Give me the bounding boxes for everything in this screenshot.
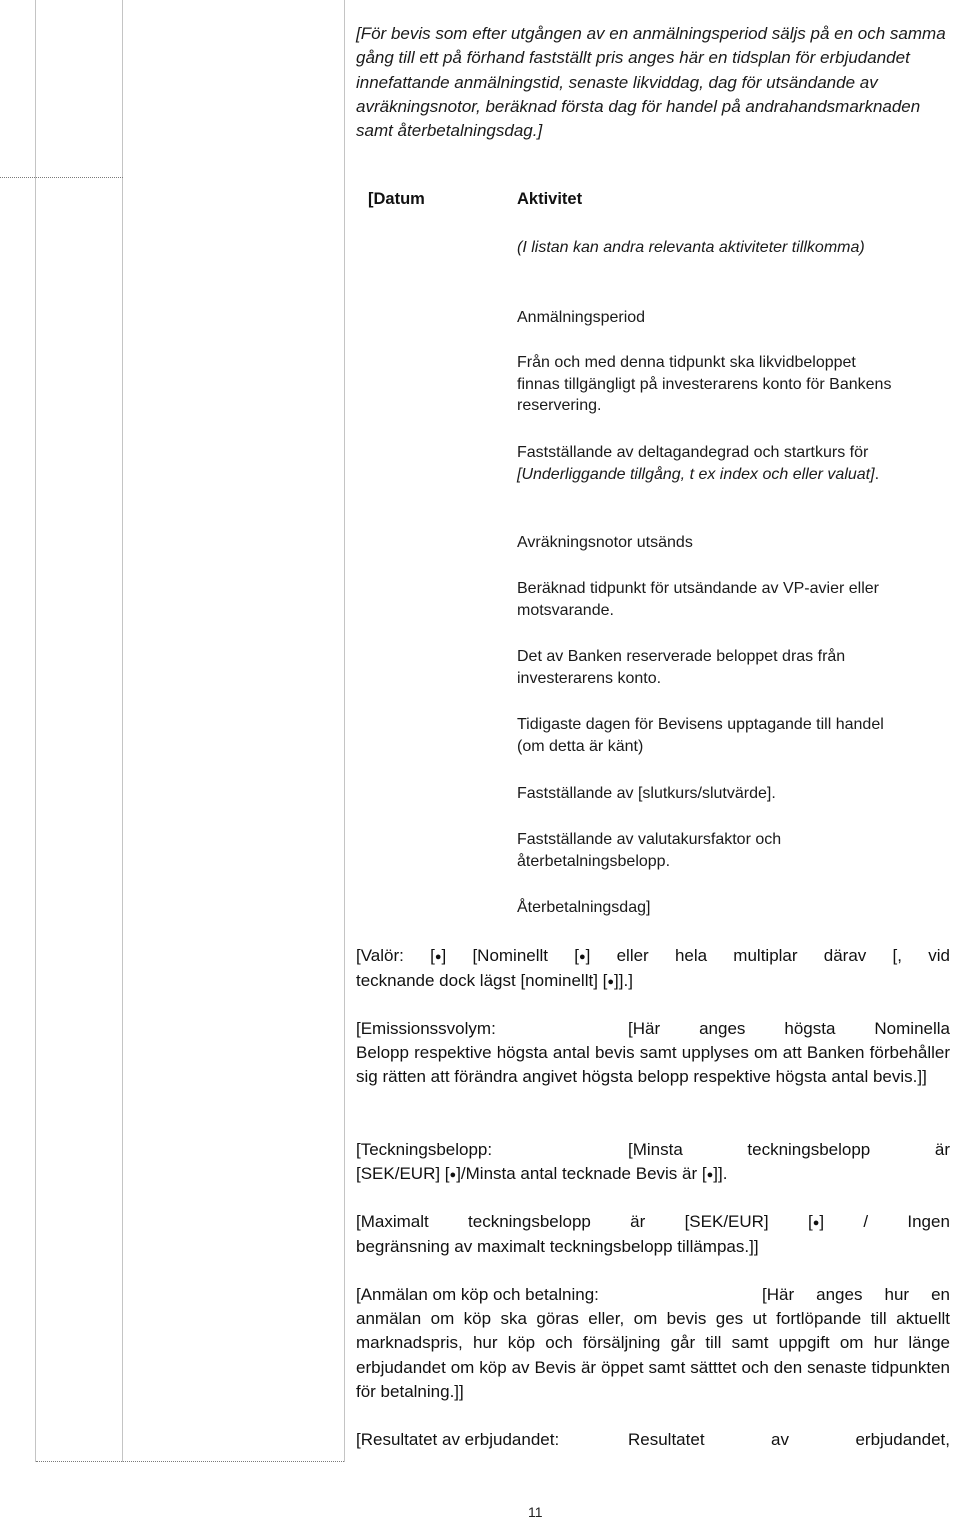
maximalt-line-1: [Maximalt teckningsbelopp är [SEK/EUR] [●] / Ingen (356, 1212, 950, 1231)
bullet-placeholder: ● (706, 1169, 714, 1182)
emission-section (356, 1017, 950, 1090)
date-column-header: [Datum (368, 190, 425, 208)
activity-item: Fastställande av [slutkurs/slutvärde]. (517, 785, 776, 802)
fixing-lead: Fastställande av deltagandegrad och startkurs för (517, 444, 869, 461)
anmalan-line-1: [Anmälan om köp och betalning: [Här anges hur en (356, 1283, 950, 1307)
maximalt-line-2: begränsning av maximalt teckningsbelopp tillämpas.]] (356, 1237, 759, 1257)
activity-item: Avräkningsnotor utsänds (517, 534, 693, 551)
frame-left-rule (35, 0, 36, 1462)
valor-section (356, 944, 950, 994)
intro-paragraph: [För bevis som efter utgången av en anmälningsperiod säljs på en och samma gång till ett på förhand fastställt pris anges här en tidsplan för erbjudandet innefattande anmälningstid, senaste likviddag, dag för utsändande av avräkningsnotor, beräknad första dag för handel på andrahandsmarknaden samt återbetalningsdag.] (356, 24, 946, 141)
activity-note: (I listan kan andra relevanta aktiviteter tillkomma) (517, 239, 865, 256)
activity-column-header: Aktivitet (517, 190, 583, 208)
resultat-label: [Resultatet av erbjudandet: (356, 1430, 560, 1449)
column-rule-2 (344, 0, 345, 1462)
activity-item: Anmälningsperiod (517, 309, 646, 326)
resultat-line-1: [Resultatet av erbjudandet: Resultatet av erbjudandet, (356, 1428, 950, 1452)
resultat-section (356, 1428, 950, 1452)
anmalan-section (356, 1283, 950, 1404)
teckning-section (356, 1138, 950, 1187)
bullet-placeholder: ● (607, 976, 615, 989)
bullet-placeholder: ● (449, 1169, 457, 1182)
emission-line-1: [Emissionssvolym: [Här anges högsta Nominella (356, 1017, 950, 1041)
activity-item-fixing (517, 442, 917, 485)
bullet-placeholder: ● (434, 951, 442, 963)
emission-body: Belopp respektive högsta antal bevis samt upplyses om att Banken förbehåller sig rätten att förändra angivet högsta belopp respektive högsta antal bevis.]] (356, 1043, 950, 1087)
column-rule-1 (122, 0, 123, 1462)
activity-item: Återbetalningsdag] (517, 899, 651, 916)
bullet-placeholder: ● (812, 1217, 820, 1229)
bullet-placeholder: ● (578, 951, 586, 963)
valor-line-1: [Valör: [●] [Nominellt [●] eller hela multiplar därav [, vid (356, 946, 950, 965)
emission-label: [Emissionssvolym: (356, 1019, 496, 1038)
activity-item: Beräknad tidpunkt för utsändande av VP-avier eller motsvarande. (517, 580, 879, 619)
activity-item: Det av Banken reserverade beloppet dras från investerarens konto. (517, 648, 846, 687)
teckning-label: [Teckningsbelopp: (356, 1140, 493, 1159)
activity-item: Tidigaste dagen för Bevisens upptagande till handel (om detta är känt) (517, 716, 884, 755)
page-number: 11 (528, 1504, 543, 1520)
teckning-line-1: [Teckningsbelopp: [Minsta teckningsbelopp är (356, 1138, 950, 1162)
maximalt-section (356, 1210, 950, 1259)
row-separator (0, 177, 123, 178)
teckning-line-2: [SEK/EUR] [●]/Minsta antal tecknade Bevis är [●]]. (356, 1164, 728, 1184)
anmalan-body: anmälan om köp ska göras eller, om bevis ges ut fortlöpande till aktuellt marknadspris, hur köp och försäljning går till samt uppgift om hur länge erbjudandet om köp av Bevis är öppet samt sätttet och den senaste tidpunkten för betalning.]] (356, 1309, 950, 1401)
activity-item: Från och med denna tidpunkt ska likvidbeloppet finnas tillgängligt på investerarens konto för Bankens reservering. (517, 354, 892, 414)
anmalan-label: [Anmälan om köp och betalning: (356, 1285, 599, 1304)
valor-line-2: tecknande dock lägst [nominellt] [●]].] (356, 971, 633, 991)
activity-item: Fastställande av valutakursfaktor och återbetalningsbelopp. (517, 831, 782, 870)
fixing-underlying: [Underliggande tillgång, t ex index och eller valuat] (517, 465, 875, 483)
table-bottom-rule (36, 1461, 344, 1462)
fixing-trail: . (874, 465, 880, 483)
